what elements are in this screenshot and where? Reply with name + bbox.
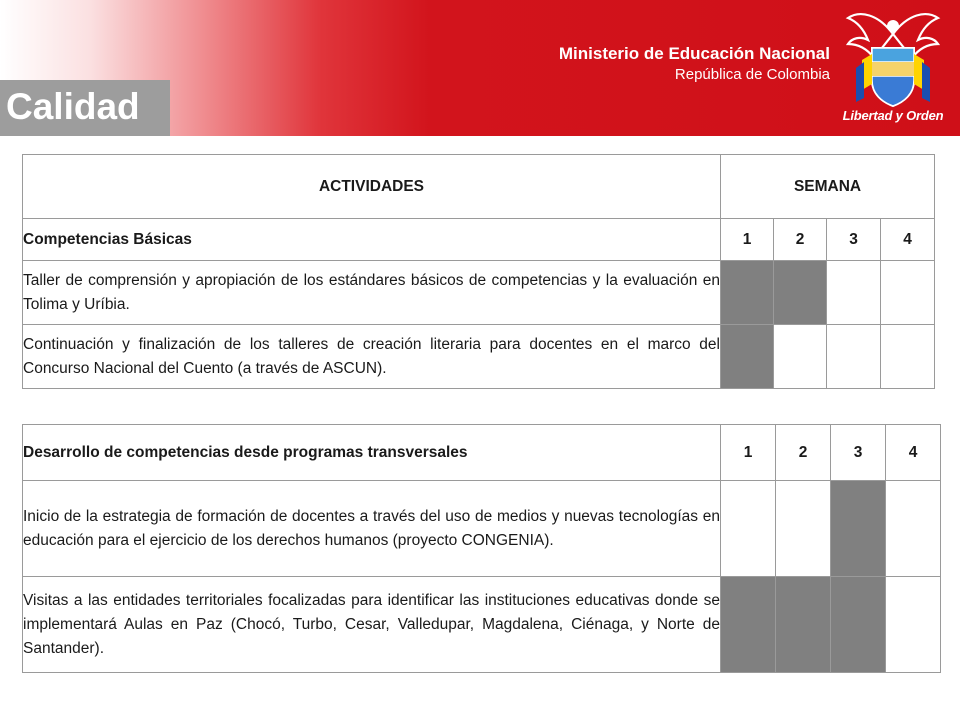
- schedule-cell-empty: [886, 577, 941, 673]
- schedule-cell-filled: [721, 261, 774, 325]
- schedule-cell-empty: [776, 481, 831, 577]
- schedule-cell-empty: [827, 261, 881, 325]
- week-number: 2: [774, 219, 827, 261]
- week-number: 4: [886, 425, 941, 481]
- activities-table-basic: [22, 154, 935, 389]
- week-number: 1: [721, 219, 774, 261]
- week-number: 3: [831, 425, 886, 481]
- section-label: Desarrollo de competencias desde programas transversales: [23, 425, 721, 481]
- country-name: República de Colombia: [674, 66, 830, 83]
- activity-description: Visitas a las entidades territoriales focalizadas para identificar las instituciones educativas donde se implementará Aulas en Paz (Chocó, Turbo, Cesar, Valledupar, Magdalena, Ciénaga, y Norte de Santander).: [23, 577, 721, 673]
- activity-description: Inicio de la estrategia de formación de docentes a través del uso de medios y nuevas tecnologías en educación para el ejercicio de los derechos humanos (proyecto CONGENIA).: [23, 481, 721, 577]
- activity-description: Continuación y finalización de los talleres de creación literaria para docentes en el marco del Concurso Nacional del Cuento (a través de ASCUN).: [23, 325, 721, 389]
- schedule-cell-filled: [721, 577, 776, 673]
- schedule-cell-filled: [831, 577, 886, 673]
- section-tab: [0, 80, 170, 136]
- ministry-heading: [559, 44, 830, 86]
- table-row: [23, 481, 941, 577]
- table-row: [23, 261, 935, 325]
- schedule-cell-filled: [721, 325, 774, 389]
- week-number: 2: [776, 425, 831, 481]
- motto-text: Libertad y Orden: [842, 108, 944, 123]
- schedule-cell-empty: [881, 261, 935, 325]
- week-number: 1: [721, 425, 776, 481]
- schedule-cell-empty: [827, 325, 881, 389]
- table-row: [23, 577, 941, 673]
- schedule-cell-filled: [774, 261, 827, 325]
- schedule-cell-empty: [774, 325, 827, 389]
- schedule-cell-empty: [886, 481, 941, 577]
- activity-description: Taller de comprensión y apropiación de los estándares básicos de competencias y la evaluación en Tolima y Uríbia.: [23, 261, 721, 325]
- schedule-cell-empty: [881, 325, 935, 389]
- section-label: Competencias Básicas: [23, 219, 721, 261]
- week-number: 4: [881, 219, 935, 261]
- section-title: Calidad: [6, 86, 140, 127]
- activities-header: ACTIVIDADES: [23, 155, 721, 219]
- week-header: SEMANA: [721, 155, 935, 219]
- schedule-cell-filled: [831, 481, 886, 577]
- ministry-name: Ministerio de Educación Nacional: [558, 44, 830, 63]
- schedule-cell-empty: [721, 481, 776, 577]
- activities-table-transversal: [22, 424, 941, 673]
- week-number: 3: [827, 219, 881, 261]
- table-row: [23, 325, 935, 389]
- schedule-cell-filled: [776, 577, 831, 673]
